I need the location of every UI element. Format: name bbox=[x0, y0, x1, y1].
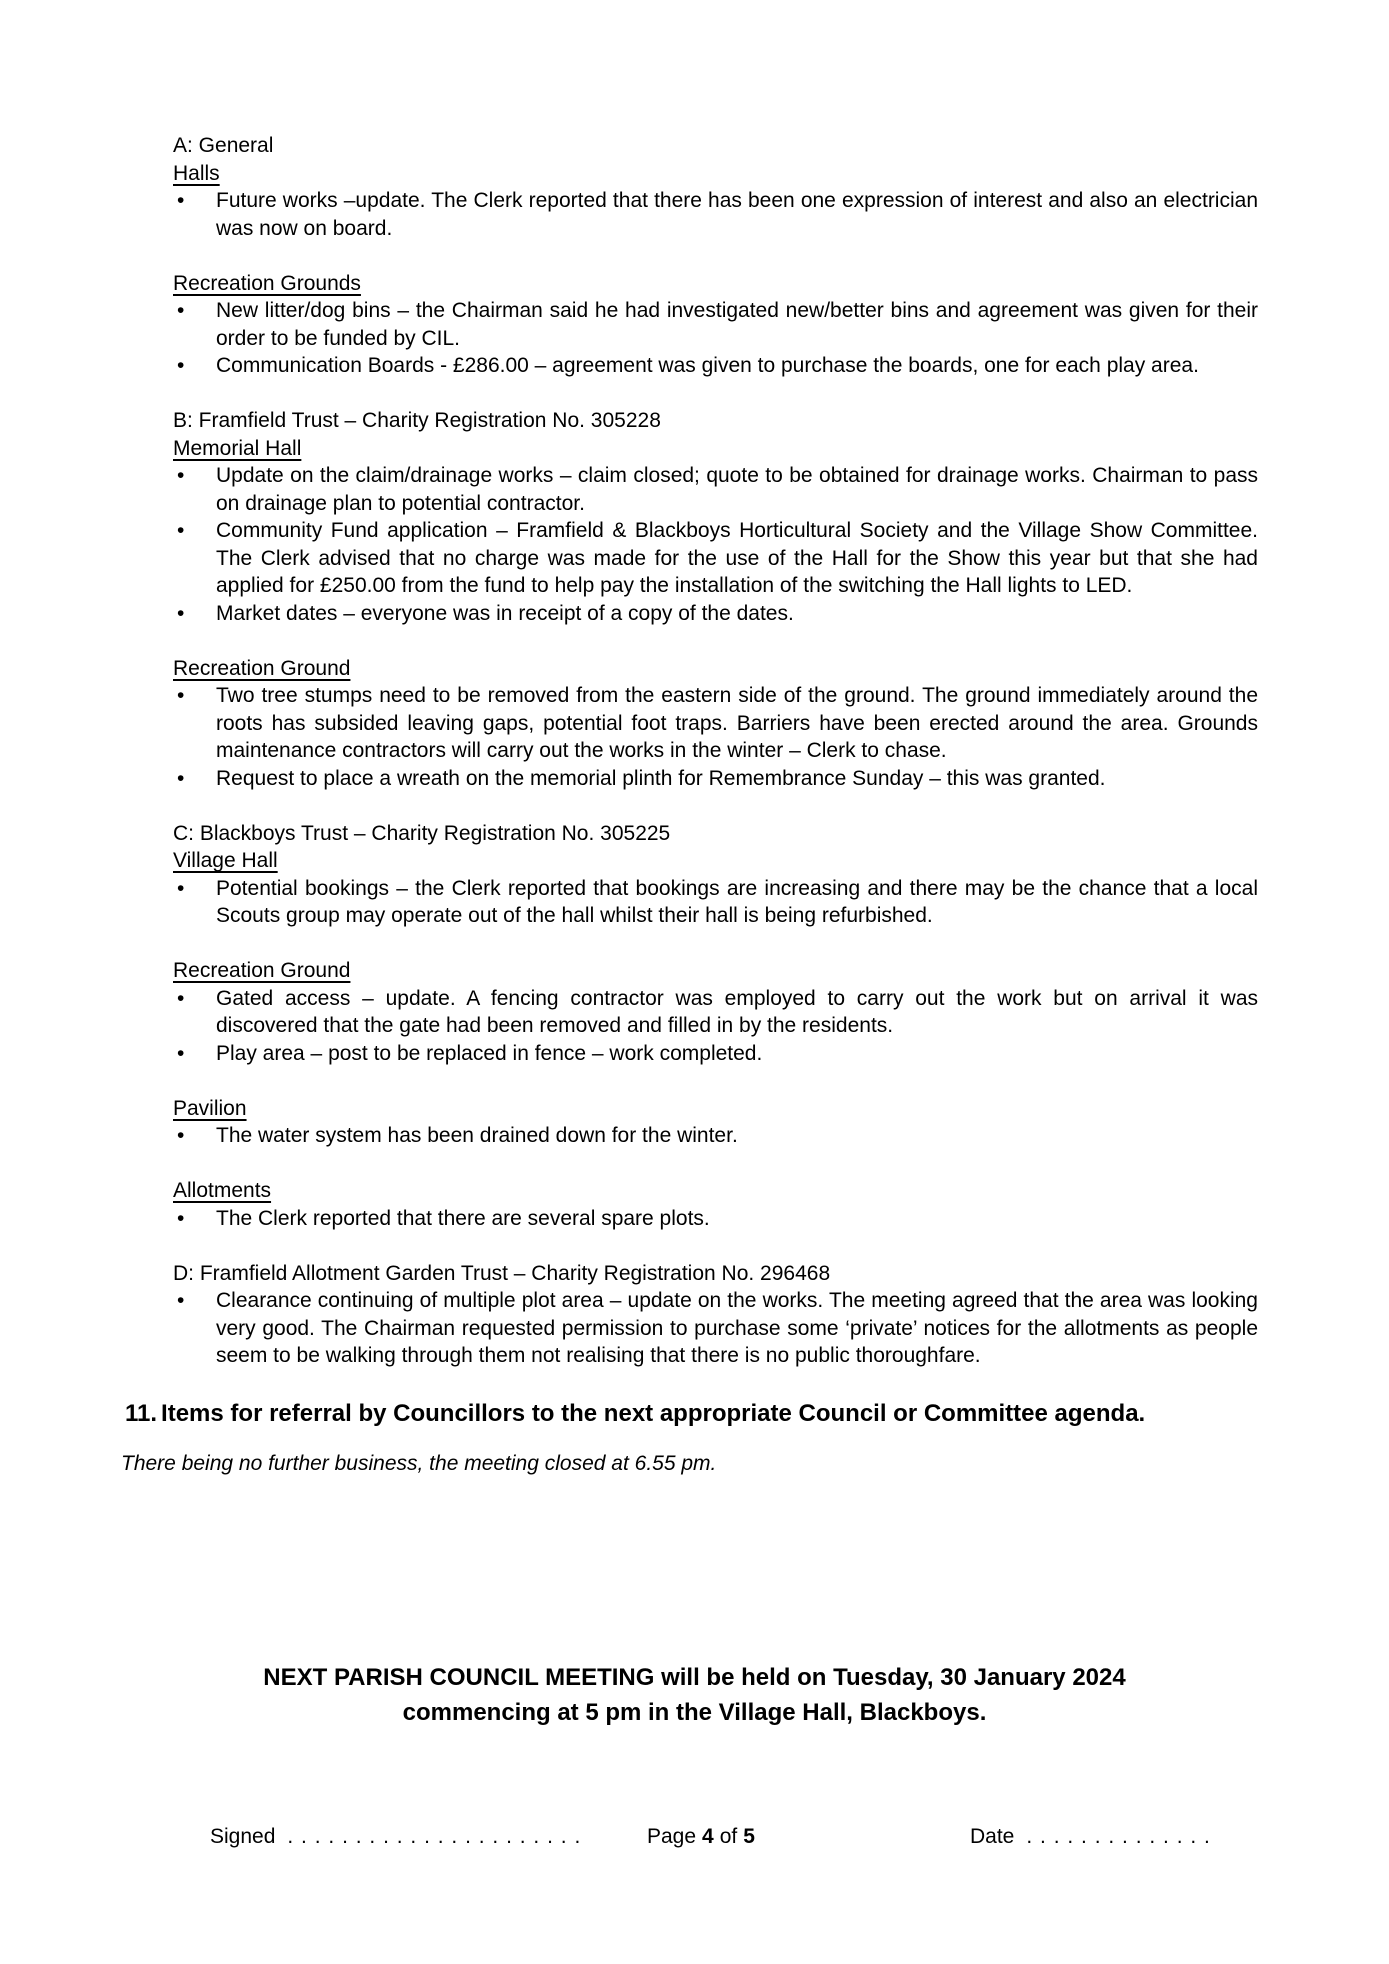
allotments-heading-text: Allotments bbox=[173, 1179, 272, 1202]
recreation-ground-b-heading bbox=[173, 655, 1258, 683]
closing-note: There being no further business, the meeting closed at 6.55 pm. bbox=[121, 1452, 717, 1475]
page-total: 5 bbox=[743, 1825, 755, 1848]
signed-label: Signed bbox=[210, 1825, 276, 1848]
memorial-hall-heading bbox=[173, 435, 1258, 463]
halls-heading-text: Halls bbox=[173, 161, 220, 185]
bullet-item: • Request to place a wreath on the memorial plinth for Remembrance Sunday – this was granted. bbox=[173, 765, 1258, 793]
memorial-hall-heading-text: Memorial Hall bbox=[173, 436, 302, 460]
pavilion-bullet-list bbox=[173, 1122, 1258, 1150]
allotments-heading bbox=[173, 1177, 1258, 1205]
date-label: Date bbox=[970, 1825, 1015, 1848]
page-of-label: of bbox=[719, 1825, 738, 1848]
bullet-item: • Clearance continuing of multiple plot area – update on the works. The meeting agreed that the area was looking very good. The Chairman requested permission to purchase some ‘private’ notices for the allotments as people seem to be walking through them not realising that there is no public thoroughfare. bbox=[173, 1287, 1258, 1370]
next-meeting-notice-line2: commencing at 5 pm in the Village Hall, Blackboys. bbox=[402, 1698, 987, 1726]
page-footer bbox=[0, 1823, 1389, 1851]
section-a-heading: A: General bbox=[173, 134, 274, 157]
bullet-item: • Two tree stumps need to be removed from the eastern side of the ground. The ground immediately around the roots has subsided leaving gaps, potential foot traps. Barriers have been erected around the area. Grounds maintenance contractors will carry out the works in the winter – Clerk to chase. bbox=[173, 682, 1258, 765]
bullet-item: • Communication Boards - £286.00 – agreement was given to purchase the boards, one for each play area. bbox=[173, 352, 1258, 380]
signed-dotted-line: . . . . . . . . . . . . . . . . . . . . . . bbox=[287, 1825, 582, 1848]
halls-bullet-list bbox=[173, 187, 1258, 242]
allotments-bullet-list bbox=[173, 1205, 1258, 1233]
page-indicator bbox=[647, 1823, 755, 1851]
bullet-item: • New litter/dog bins – the Chairman said he had investigated new/better bins and agreement was given for their order to be funded by CIL. bbox=[173, 297, 1258, 352]
bullet-item: • Update on the claim/drainage works – claim closed; quote to be obtained for drainage works. Chairman to pass on drainage plan to potential contractor. bbox=[173, 462, 1258, 517]
recreation-grounds-heading-text: Recreation Grounds bbox=[173, 271, 361, 295]
recreation-ground-b-bullet-list bbox=[173, 682, 1258, 792]
item-11-heading bbox=[125, 1397, 1258, 1430]
recreation-grounds-heading bbox=[173, 270, 1258, 298]
recreation-grounds-bullet-list bbox=[173, 297, 1258, 380]
bullet-item: • Gated access – update. A fencing contractor was employed to carry out the work but on arrival it was discovered that the gate had been removed and filled in by the residents. bbox=[173, 985, 1258, 1040]
bullet-item: • Play area – post to be replaced in fence – work completed. bbox=[173, 1040, 1258, 1068]
footer-date bbox=[970, 1823, 1211, 1851]
document-body bbox=[121, 132, 1258, 1478]
village-hall-heading-text: Village Hall bbox=[173, 849, 278, 872]
recreation-ground-c-heading bbox=[173, 957, 1258, 985]
bullet-item: • Potential bookings – the Clerk reported that bookings are increasing and there may be the chance that a local Scouts group may operate out of the hall whilst their hall is being refurbished. bbox=[173, 875, 1258, 930]
bullet-item: • Market dates – everyone was in receipt of a copy of the dates. bbox=[173, 600, 1258, 628]
recreation-ground-c-bullet-list bbox=[173, 985, 1258, 1068]
recreation-ground-b-heading-text: Recreation Ground bbox=[173, 656, 351, 680]
next-meeting-notice bbox=[0, 1661, 1389, 1730]
bullet-item: • The water system has been drained down for the winter. bbox=[173, 1122, 1258, 1150]
bullet-item: • Future works –update. The Clerk reported that there has been one expression of interest and also an electrician was now on board. bbox=[173, 187, 1258, 242]
date-dotted-line: . . . . . . . . . . . . . . bbox=[1026, 1825, 1211, 1848]
item-11-number: 11. bbox=[125, 1400, 158, 1427]
section-b-heading: B: Framfield Trust – Charity Registration No. 305228 bbox=[173, 409, 661, 432]
recreation-ground-c-heading-text: Recreation Ground bbox=[173, 959, 351, 982]
memorial-hall-bullet-list bbox=[173, 462, 1258, 627]
bullet-item: • Community Fund application – Framfield & Blackboys Horticultural Society and the Village Show Committee. The Clerk advised that no charge was made for the use of the Hall for the Show this year but that she had applied for £250.00 from the fund to help pay the installation of the switching the Hall lights to LED. bbox=[173, 517, 1258, 600]
page-label: Page bbox=[647, 1825, 697, 1848]
next-meeting-notice-line1: NEXT PARISH COUNCIL MEETING will be held on Tuesday, 30 January 2024 bbox=[263, 1664, 1126, 1691]
village-hall-heading bbox=[173, 847, 1258, 875]
page-number: 4 bbox=[702, 1825, 714, 1848]
footer-signed bbox=[210, 1823, 581, 1851]
halls-heading bbox=[173, 160, 1258, 188]
section-c-heading: C: Blackboys Trust – Charity Registration No. 305225 bbox=[173, 821, 671, 845]
village-hall-bullet-list bbox=[173, 875, 1258, 930]
bullet-item: • The Clerk reported that there are several spare plots. bbox=[173, 1205, 1258, 1233]
section-d-bullet-list bbox=[173, 1287, 1258, 1370]
section-d-heading: D: Framfield Allotment Garden Trust – Charity Registration No. 296468 bbox=[173, 1261, 831, 1285]
pavilion-heading-text: Pavilion bbox=[173, 1096, 247, 1120]
item-11-text: Items for referral by Councillors to the next appropriate Council or Committee agenda. bbox=[161, 1400, 1146, 1427]
pavilion-heading bbox=[173, 1095, 1258, 1123]
